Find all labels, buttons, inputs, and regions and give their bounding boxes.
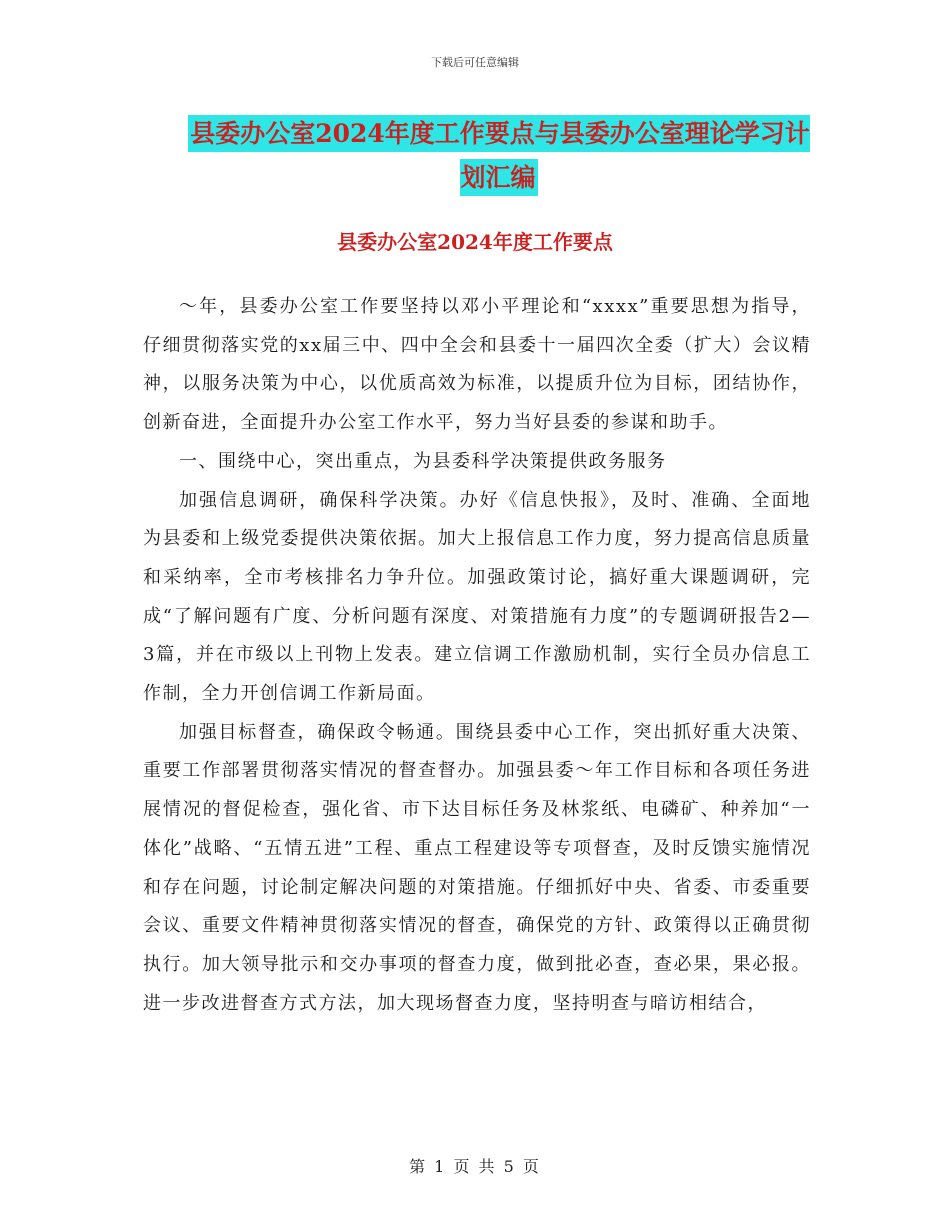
document-title [186,112,812,200]
page-number-footer: 第 1 页 共 5 页 [409,1157,541,1176]
header-note: 下载后可任意编辑 [431,56,519,69]
document-title-text: 县委办公室2024年度工作要点与县委办公室理论学习计划汇编 [188,115,810,196]
paragraph: 加强信息调研，确保科学决策。办好《信息快报》，及时、准确、全面地为县委和上级党委提供决策依据。加大上报信息工作力度，努力提高信息质量和采纳率，全市考核排名力争升位。加强政策讨论，搞好重大课题调研，完成“了解问题有广度、分析问题有深度、对策措施有力度”的专题调研报告2—3篇，并在市级以上刊物上发表。建立信调工作激励机制，实行全员办信息工作制，全力开创信调工作新局面。 [143,489,811,705]
paragraph: ～年，县委办公室工作要坚持以邓小平理论和“xxxx”重要思想为指导，仔细贯彻落实党的xx届三中、四中全会和县委十一届四次全委（扩大）会议精神，以服务决策为中心，以优质高效为标准，以提质升位为目标，团结协作，创新奋进，全面提升办公室工作水平，努力当好县委的参谋和助手。 [143,296,811,434]
paragraph: 加强目标督查，确保政令畅通。围绕县委中心工作，突出抓好重大决策、重要工作部署贯彻落实情况的督查督办。加强县委～年工作目标和各项任务进展情况的督促检查，强化省、市下达目标任务及林浆纸、电磷矿、种养加“一体化”战略、“五情五进”工程、重点工程建设等专项督查，及时反馈实施情况和存在问题，讨论制定解决问题的对策措施。仔细抓好中央、省委、市委重要会议、重要文件精神贯彻落实情况的督查，确保党的方针、政策得以正确贯彻执行。加大领导批示和交办事项的督查力度，做到批必查，查必果，果必报。进一步改进督查方式方法，加大现场督查力度，坚持明查与暗访相结合， [143,721,811,1014]
body-text [143,288,811,1023]
paragraph-heading: 一、围绕中心，突出重点，为县委科学决策提供政务服务 [179,450,667,472]
section-title: 县委办公室2024年度工作要点 [337,230,613,254]
